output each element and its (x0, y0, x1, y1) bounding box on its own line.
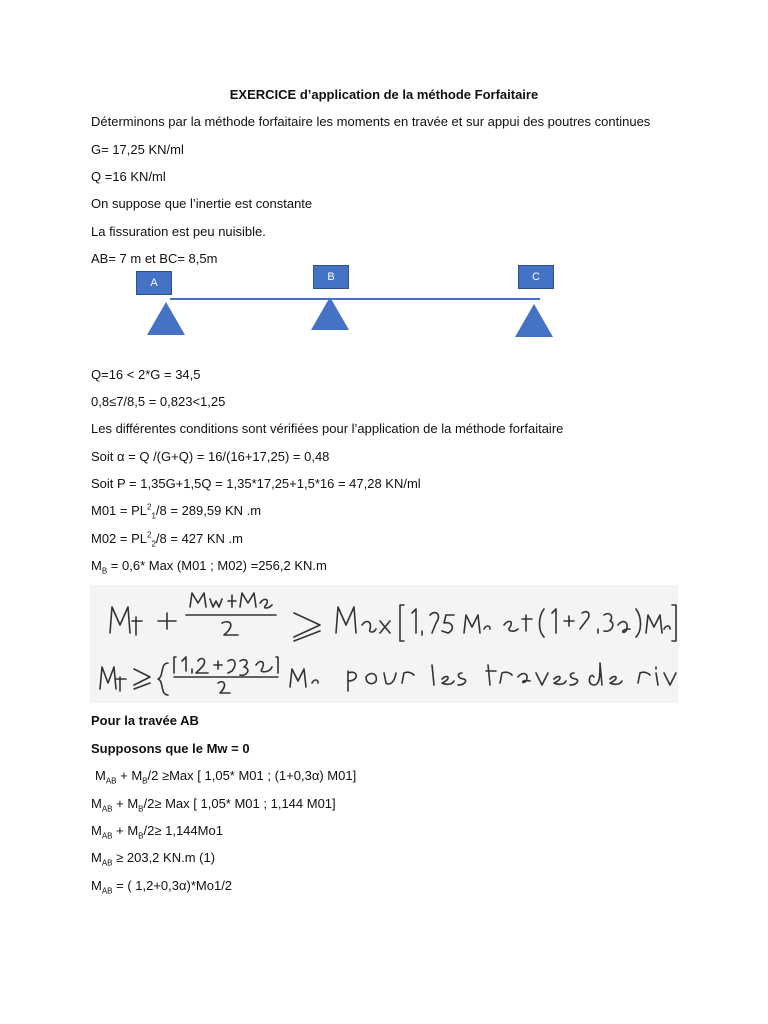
eq2-mid: + M (112, 796, 139, 811)
mb-suffix: = 0,6* Max (M01 ; M02) =256,2 KN.m (107, 558, 327, 573)
p-formula: Soit P = 1,35G+1,5Q = 1,35*17,25+1,5*16 = 47,28 KN/ml (91, 476, 421, 491)
eq1-sub1: AB (105, 776, 117, 786)
eq5-sub1: AB (101, 886, 113, 896)
equation-5 (91, 878, 232, 894)
inertia-assumption: On suppose que l’inertie est constante (91, 196, 313, 211)
eq1-m: M (95, 768, 106, 783)
eq2-m: M (91, 796, 102, 811)
eq3-sub2: B (138, 831, 144, 841)
support-label-c: C (518, 265, 554, 289)
m01-formula (91, 503, 261, 519)
eq4-sub1: AB (101, 858, 113, 868)
eq2-rest: /2≥ Max [ 1,05* M01 ; 1,144 M01] (143, 796, 336, 811)
m02-suffix: /8 = 427 KN .m (155, 531, 243, 546)
eq4-m: M (91, 850, 102, 865)
handwritten-formula-image (90, 585, 678, 703)
span-ab-heading: Pour la travée AB (91, 713, 199, 728)
m02-prefix: M02 = PL (91, 531, 148, 546)
m02-sup: 2 (147, 530, 152, 540)
mb-formula (91, 558, 327, 574)
equation-2 (91, 796, 336, 812)
cracking-note: La fissuration est peu nuisible. (91, 224, 266, 239)
eq3-rest: /2≥ 1,144Mo1 (143, 823, 223, 838)
beam-diagram (130, 262, 560, 342)
support-triangle-a (147, 302, 185, 335)
support-label-a: A (136, 271, 172, 295)
eq1-rest: /2 ≥Max [ 1,05* M01 ; (1+0,3α) M01] (147, 768, 357, 783)
m01-suffix: /8 = 289,59 KN .m (155, 503, 262, 518)
eq3-m: M (91, 823, 102, 838)
m01-sup: 2 (147, 502, 152, 512)
eq2-sub1: AB (101, 804, 113, 814)
check-q: Q=16 < 2*G = 34,5 (91, 367, 201, 382)
eq3-mid: + M (112, 823, 139, 838)
mb-sub: B (101, 566, 108, 576)
support-triangle-c (515, 304, 553, 337)
conditions-verified: Les différentes conditions sont vérifiées pour l’application de la méthode forfaitaire (91, 421, 564, 436)
m01-sub: 1 (151, 511, 156, 521)
m02-sub: 2 (151, 539, 156, 549)
q-value: Q =16 KN/ml (91, 169, 166, 184)
assume-mw: Supposons que le Mw = 0 (91, 741, 250, 756)
g-value: G= 17,25 KN/ml (91, 142, 184, 157)
equation-4 (91, 850, 215, 866)
m01-prefix: M01 = PL (91, 503, 148, 518)
eq1-sub2: B (142, 776, 148, 786)
eq5-m: M (91, 878, 102, 893)
handwritten-formula-drawing (90, 585, 678, 703)
support-triangle-b (311, 297, 349, 330)
page-title: EXERCICE d’application de la méthode Forfaitaire (229, 87, 539, 102)
alpha-formula: Soit α = Q /(G+Q) = 16/(16+17,25) = 0,48 (91, 449, 330, 464)
check-ratio: 0,8≤7/8,5 = 0,823<1,25 (91, 394, 226, 409)
support-label-b: B (313, 265, 349, 289)
intro-text: Déterminons par la méthode forfaitaire les moments en travée et sur appui des poutres continues (91, 114, 651, 129)
eq4-rest: ≥ 203,2 KN.m (1) (112, 850, 216, 865)
eq5-rest: = ( 1,2+0,3α)*Mo1/2 (112, 878, 233, 893)
eq1-mid: + M (116, 768, 143, 783)
eq3-sub1: AB (101, 831, 113, 841)
beam-line (170, 298, 540, 300)
mb-prefix: M (91, 558, 102, 573)
equation-3 (91, 823, 223, 839)
span-lengths: AB= 7 m et BC= 8,5m (91, 251, 218, 266)
m02-formula (91, 531, 243, 547)
eq2-sub2: B (138, 804, 144, 814)
equation-1 (95, 768, 356, 784)
